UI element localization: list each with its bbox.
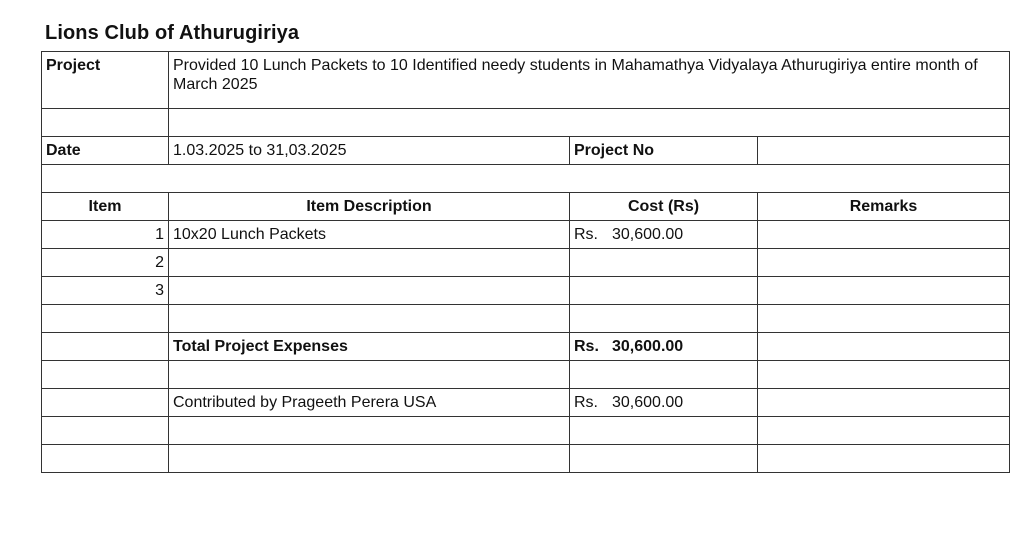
empty-cell bbox=[570, 417, 758, 445]
item-number: 3 bbox=[42, 277, 169, 305]
empty-cell bbox=[42, 389, 169, 417]
header-item: Item bbox=[42, 193, 169, 221]
item-description bbox=[169, 249, 570, 277]
blank-row bbox=[42, 361, 1010, 389]
item-number: 2 bbox=[42, 249, 169, 277]
contribution-label: Contributed by Prageeth Perera USA bbox=[169, 389, 570, 417]
contribution-row bbox=[42, 389, 1010, 417]
item-remarks bbox=[758, 249, 1010, 277]
empty-cell bbox=[42, 165, 1010, 193]
empty-cell bbox=[42, 305, 169, 333]
empty-cell bbox=[169, 305, 570, 333]
project-description: Provided 10 Lunch Packets to 10 Identified needy students in Mahamathya Vidyalaya Athurugiriya entire month of March 2025 bbox=[169, 52, 1010, 109]
date-value: 1.03.2025 to 31,03.2025 bbox=[169, 137, 570, 165]
item-description: 10x20 Lunch Packets bbox=[169, 221, 570, 249]
empty-cell bbox=[758, 389, 1010, 417]
header-cost: Cost (Rs) bbox=[570, 193, 758, 221]
empty-cell bbox=[169, 445, 570, 473]
total-cost bbox=[570, 333, 758, 361]
total-value: 30,600.00 bbox=[612, 338, 684, 355]
blank-row bbox=[42, 165, 1010, 193]
project-label: Project bbox=[42, 52, 169, 109]
blank-row bbox=[42, 417, 1010, 445]
currency-label: Rs. bbox=[574, 338, 599, 355]
item-remarks bbox=[758, 277, 1010, 305]
empty-cell bbox=[42, 361, 169, 389]
item-cost bbox=[570, 277, 758, 305]
document-title: Lions Club of Athurugiriya bbox=[45, 22, 300, 44]
date-label: Date bbox=[42, 137, 169, 165]
date-row bbox=[42, 137, 1010, 165]
currency-label: Rs. bbox=[574, 394, 598, 411]
currency-label: Rs. bbox=[574, 226, 598, 243]
empty-cell bbox=[42, 445, 169, 473]
table-row bbox=[42, 221, 1010, 249]
project-table bbox=[41, 51, 1010, 473]
header-remarks: Remarks bbox=[758, 193, 1010, 221]
item-cost bbox=[570, 249, 758, 277]
item-cost bbox=[570, 221, 758, 249]
empty-cell bbox=[42, 417, 169, 445]
project-row bbox=[42, 52, 1010, 109]
table-row bbox=[42, 249, 1010, 277]
blank-row bbox=[42, 109, 1010, 137]
empty-cell bbox=[570, 361, 758, 389]
empty-cell bbox=[42, 333, 169, 361]
empty-cell bbox=[169, 361, 570, 389]
total-label: Total Project Expenses bbox=[169, 333, 570, 361]
empty-cell bbox=[758, 361, 1010, 389]
header-row bbox=[42, 193, 1010, 221]
empty-cell bbox=[758, 445, 1010, 473]
empty-cell bbox=[758, 305, 1010, 333]
empty-cell bbox=[42, 109, 169, 137]
contribution-cost bbox=[570, 389, 758, 417]
cost-value: 30,600.00 bbox=[612, 226, 684, 243]
blank-row bbox=[42, 305, 1010, 333]
empty-cell bbox=[570, 305, 758, 333]
item-description bbox=[169, 277, 570, 305]
empty-cell bbox=[570, 445, 758, 473]
empty-cell bbox=[758, 417, 1010, 445]
project-no-label: Project No bbox=[570, 137, 758, 165]
blank-row bbox=[42, 445, 1010, 473]
item-number: 1 bbox=[42, 221, 169, 249]
project-no-value bbox=[758, 137, 1010, 165]
contribution-value: 30,600.00 bbox=[612, 394, 684, 411]
item-remarks bbox=[758, 221, 1010, 249]
empty-cell bbox=[169, 109, 1010, 137]
empty-cell bbox=[758, 333, 1010, 361]
header-description: Item Description bbox=[169, 193, 570, 221]
table-row bbox=[42, 277, 1010, 305]
total-row bbox=[42, 333, 1010, 361]
empty-cell bbox=[169, 417, 570, 445]
